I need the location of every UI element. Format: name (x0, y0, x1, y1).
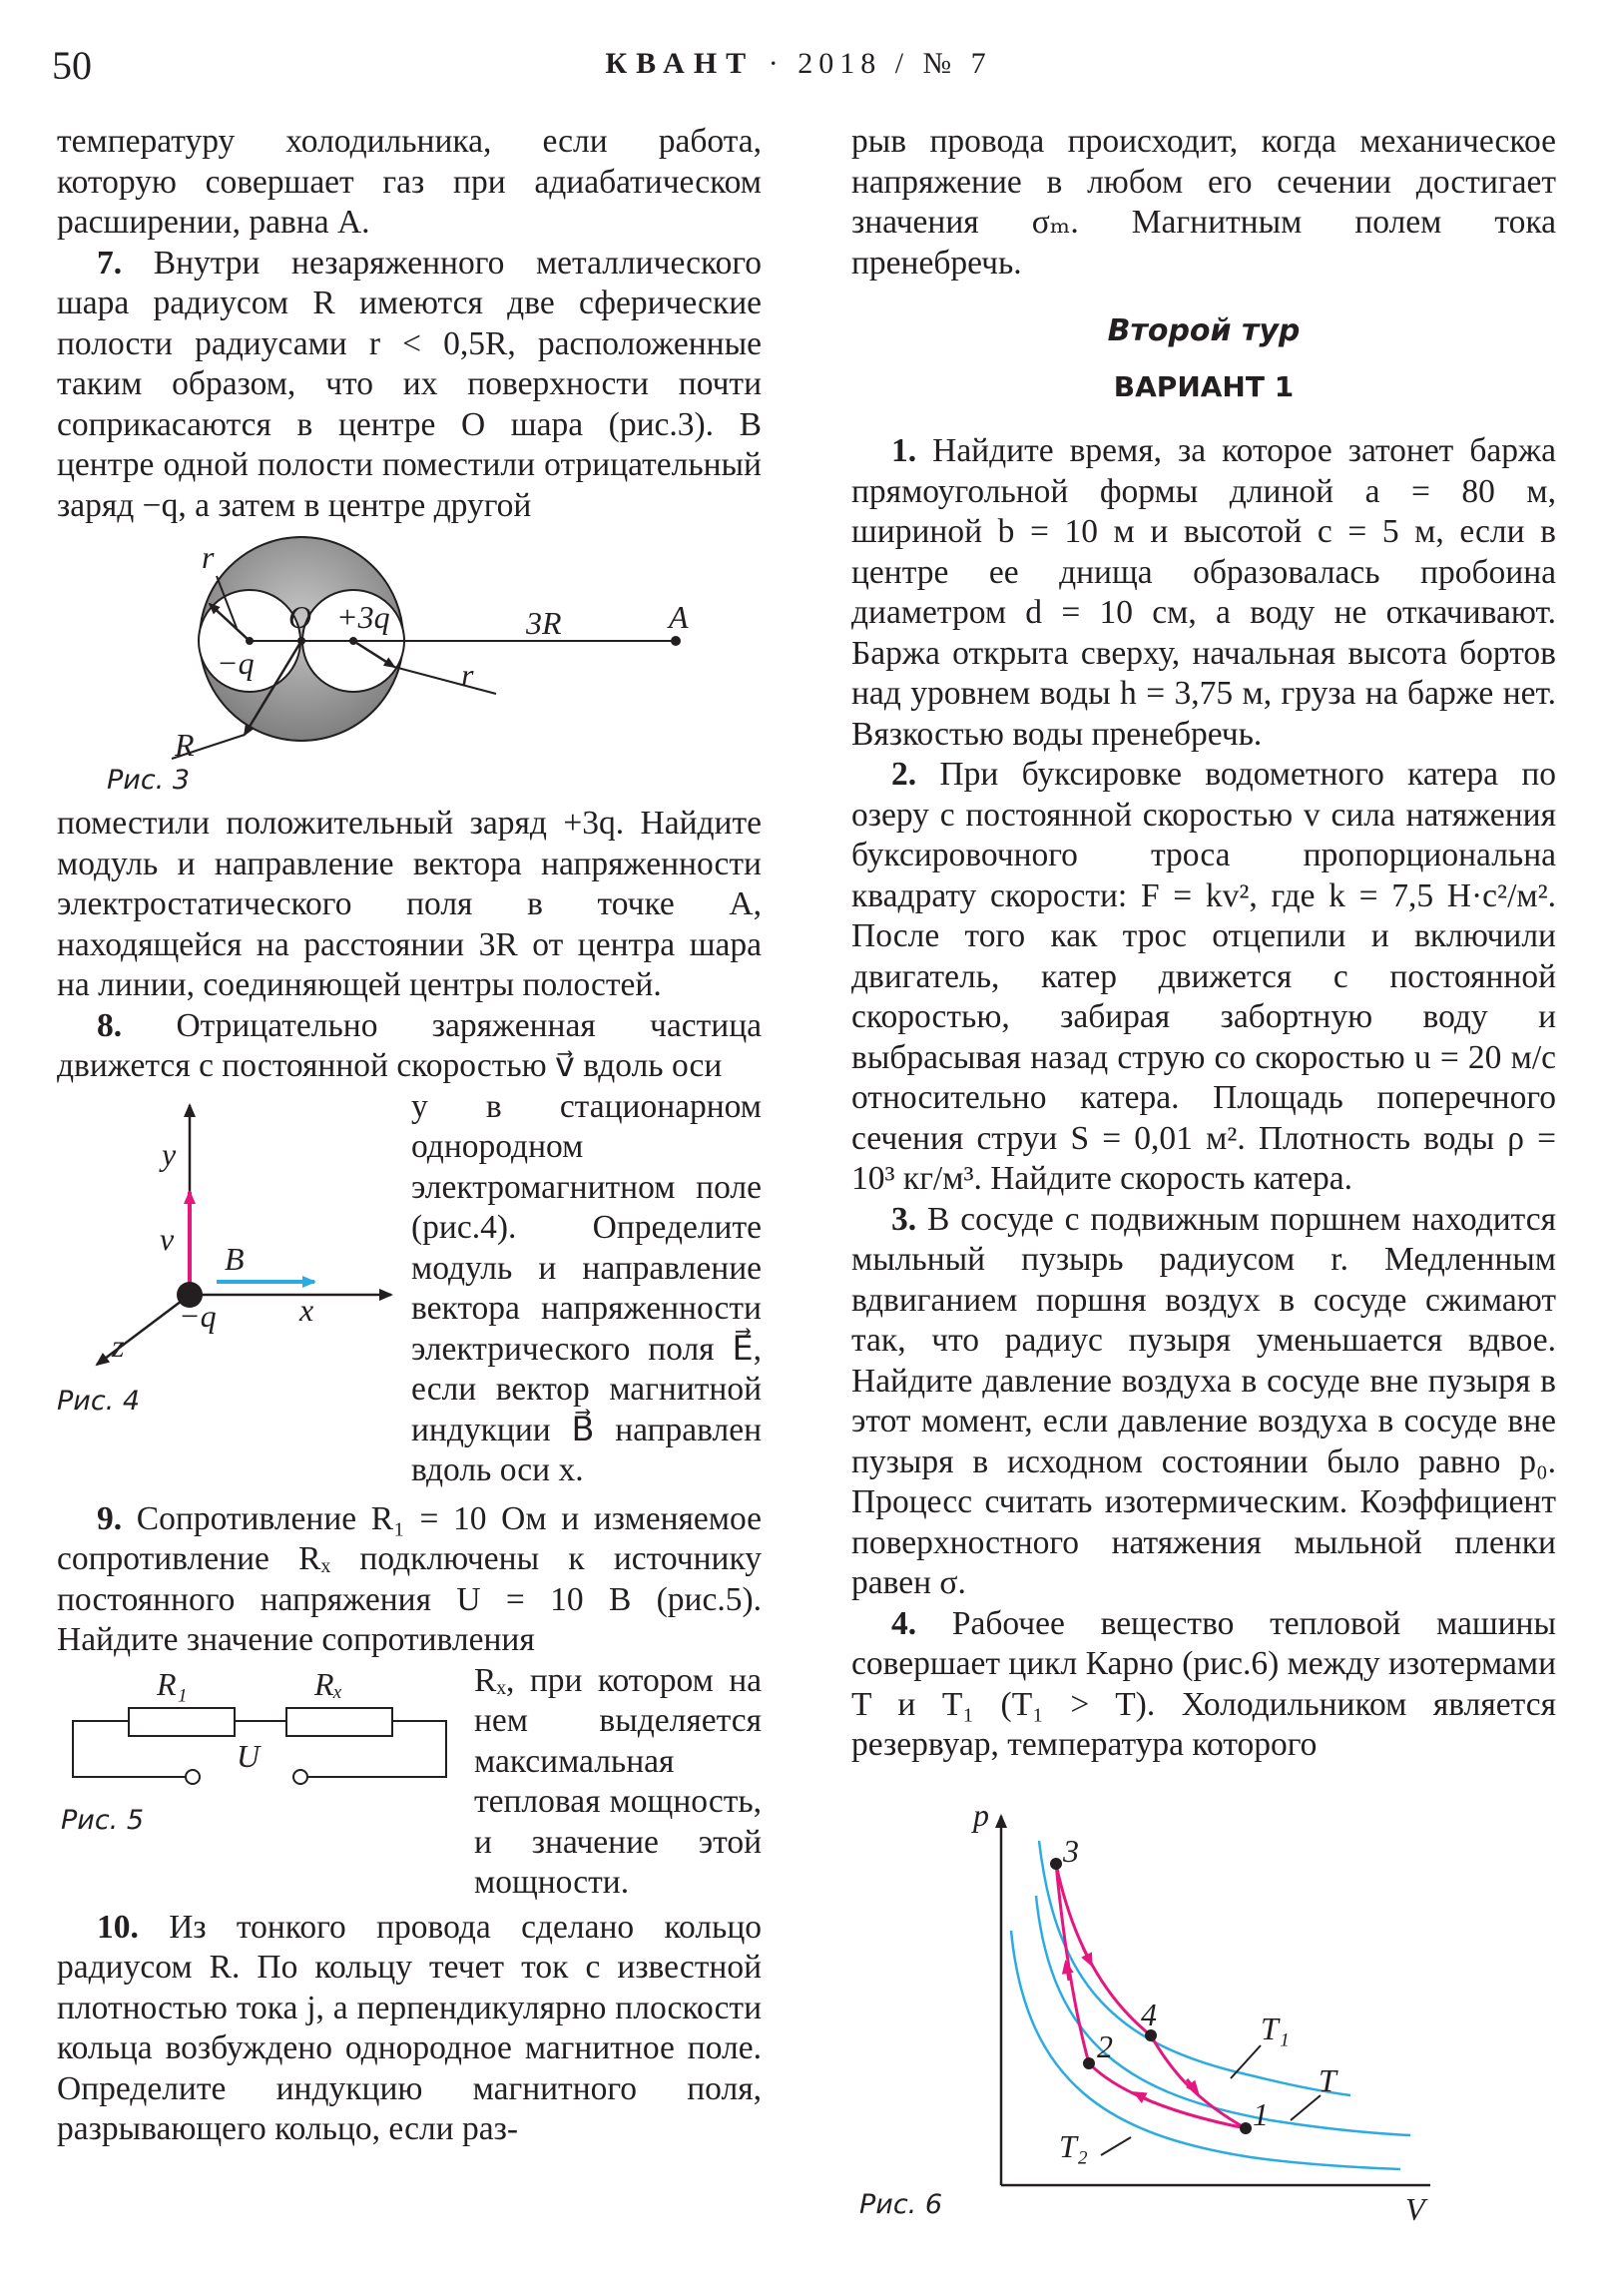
problem-7-continued: поместили положительный заряд +3q. Найдите модуль и направление вектора напряженности электростатического поля в точке A, находящейся на расстоянии 3R от центра шара на линии, соединяющей центры полостей. (57, 805, 762, 1003)
label-T1: T₁ (1261, 2009, 1290, 2046)
page-number: 50 (52, 43, 92, 88)
figure-4-drawing (57, 1087, 411, 1413)
problem-7-text: Внутри незаряженного металлического шара радиусом R имеются две сферические полости радиусами r < 0,5R, расположенные таким образом, что их поверхности почти соприкасаются в центре O шара (рис.3). В центре одной полости поместили отрицательный заряд −q, а затем в центре другой (57, 244, 762, 524)
label-R1: R₁ (157, 1665, 188, 1702)
figure-5-drawing (57, 1661, 474, 1867)
resistor-Rx (286, 1708, 392, 1736)
point-A-dot (671, 636, 681, 646)
label-charge: −q (179, 1297, 217, 1334)
left-column (57, 122, 762, 2150)
problem-9-text: Сопротивление R₁ = 10 Ом и изменяемое сопротивление Rₓ подключены к источнику постоянного напряжения U = 10 В (рис.5). Найдите значение сопротивления (57, 1499, 763, 1658)
label-v: v (160, 1220, 175, 1257)
problem-r3-number: 3. (891, 1200, 917, 1238)
label-z: z (112, 1327, 125, 1364)
terminal-left (186, 1770, 200, 1784)
label-x: x (299, 1291, 314, 1328)
label-y: y (162, 1135, 177, 1172)
problem-8-row (57, 1087, 762, 1491)
label-r-top: r (202, 539, 215, 575)
variant-title: ВАРИАНТ 1 (1113, 370, 1295, 403)
problem-r1-text: Найдите время, за которое затонет баржа прямоугольной формы длиной a = 80 м, шириной b = 10 м и высотой c = 5 м, если в центре ее днища образовалась пробоина диаметром d = 10 см, а воду не откачивают. Баржа открыта сверху, начальная высота бортов над уровнем воды h = 3,75 м, груза на барже нет. Вязкостью воды пренебречь. (851, 432, 1556, 753)
page-header (0, 0, 1597, 100)
figure-3 (57, 534, 762, 796)
masthead (0, 46, 1597, 82)
section-title: Второй тур (1107, 313, 1301, 348)
figure-6-caption: Рис. 6 (859, 2188, 943, 2220)
label-r-right: r (461, 657, 474, 693)
problem-r2 (851, 755, 1556, 1200)
state-2-dot (1083, 2057, 1095, 2069)
label-B: B (225, 1240, 245, 1277)
figure-6 (851, 1796, 1556, 2225)
issue-number: 2018 / № 7 (798, 47, 992, 80)
problem-10-number: 10. (97, 1908, 139, 1946)
label-state-3: 3 (1063, 1832, 1079, 1869)
masthead-separator: · (768, 47, 785, 80)
problem-9-row (57, 1661, 762, 1904)
problem-r1 (851, 431, 1556, 755)
problem-10-text: Из тонкого провода сделано кольцо радиусом R. По кольцу течет ток с известной плотностью тока j, а перпендикулярно плоскости кольца возбуждено однородное магнитное поле. Определите индукцию магнитного поля, разрывающего кольцо, если раз- (57, 1908, 762, 2147)
figure-3-drawing (57, 534, 762, 796)
problem-9-side-text: Rₓ, при котором на нем выделяется максимальная тепловая мощность, и значение этой мощности. (474, 1661, 762, 1901)
state-1-dot (1240, 2122, 1252, 2134)
problem-9 (57, 1499, 762, 1661)
label-T: T (1319, 2061, 1336, 2098)
axis-z (97, 1295, 190, 1365)
label-plus3q: +3q (336, 599, 390, 635)
figure-4-caption: Рис. 4 (57, 1385, 141, 1413)
leader-T2 (1101, 2137, 1131, 2155)
terminal-right (293, 1770, 307, 1784)
label-O: O (288, 599, 312, 635)
left-intro-text: температуру холодильника, если работа, которую совершает газ при адиабатическом расширении, равна A. (57, 123, 762, 241)
process-4-1 (1151, 2035, 1246, 2128)
problem-r3-text: В сосуде с подвижным поршнем находится мыльный пузырь радиусом r. Медленным вдвиганием поршня воздух в сосуде сжимают так, что радиус пузыря уменьшается вдвое. Найдите давление воздуха в сосуде вне пузыря в этот момент, если давление воздуха в сосуде вне пузыря в исходном состоянии было равно p₀. Процесс считать изотермическим. Коэффициент поверхностного натяжения мыльной пленки равен σ. (851, 1200, 1557, 1601)
state-3-dot (1050, 1858, 1062, 1870)
problem-r2-number: 2. (891, 756, 917, 793)
figure-5-caption: Рис. 5 (61, 1804, 145, 1836)
arrow-3-4 (1083, 1948, 1091, 1964)
label-state-4: 4 (1141, 1996, 1157, 2032)
label-p: p (973, 1796, 989, 1833)
problem-9-number: 9. (97, 1499, 123, 1537)
problem-r2-text: При буксировке водометного катера по озеру с постоянной скоростью v сила натяжения буксировочного троса пропорциональна квадрату скорости: F = kv², где k = 7,5 Н·с²/м². После того как трос отцепили и включили двигатель, катер движется с постоянной скоростью, забирая забортную воду и выбрасывая назад струю со скоростью u = 20 м/с относительно катера. Площадь поперечного сечения струи S = 0,01 м². Плотность воды ρ = 10³ кг/м³. Найдите скорость катера. (851, 756, 1556, 1197)
radius-r-right-leader (394, 667, 496, 694)
problem-8-text: Отрицательно заряженная частица движется с постоянной скоростью v⃗ вдоль оси (57, 1006, 762, 1084)
problem-8-number: 8. (97, 1006, 123, 1044)
label-Rx: Rₓ (314, 1665, 343, 1702)
label-A: A (669, 599, 689, 635)
label-state-2: 2 (1097, 2027, 1113, 2064)
label-minus-q: −q (217, 645, 255, 681)
right-intro-text: рыв провода происходит, когда механическое напряжение в любом его сечении достигает значения σₘ. Магнитным полем тока пренебречь. (851, 123, 1556, 282)
problem-r3 (851, 1200, 1556, 1604)
problem-10 (57, 1908, 762, 2150)
problem-7-number: 7. (97, 244, 123, 282)
process-1-2 (1089, 2063, 1246, 2128)
resistor-R1 (129, 1708, 235, 1736)
problem-8 (57, 1006, 762, 1087)
problem-r1-number: 1. (891, 432, 917, 469)
problem-7 (57, 244, 762, 527)
problem-r4-number: 4. (891, 1604, 917, 1642)
right-column (851, 122, 1556, 2225)
figure-4 (57, 1087, 411, 1413)
label-T2: T₂ (1059, 2127, 1088, 2164)
label-3R: 3R (526, 605, 562, 641)
label-state-1: 1 (1253, 2095, 1269, 2132)
label-V: V (1405, 2190, 1425, 2227)
figure-5 (57, 1661, 474, 1867)
problem-r4-text: Рабочее вещество тепловой машины совершает цикл Карно (рис.6) между изотермами T и T₁ (T₁ > T). Холодильником является резервуар, температура которого (851, 1604, 1556, 1763)
figure-6-drawing (851, 1796, 1556, 2225)
leader-T (1291, 2095, 1321, 2120)
problem-r4 (851, 1604, 1556, 1766)
label-R: R (175, 727, 195, 763)
label-U: U (237, 1737, 261, 1774)
figure-3-caption: Рис. 3 (107, 765, 191, 796)
journal-title: КВАНТ (605, 47, 756, 80)
problem-8-side-text: y в стационарном однородном электромагнитном поле (рис.4). Определите модуль и направление вектора напряженности электрического поля E⃗, если вектор магнитной индукции B⃗ направлен вдоль оси x. (411, 1087, 762, 1488)
